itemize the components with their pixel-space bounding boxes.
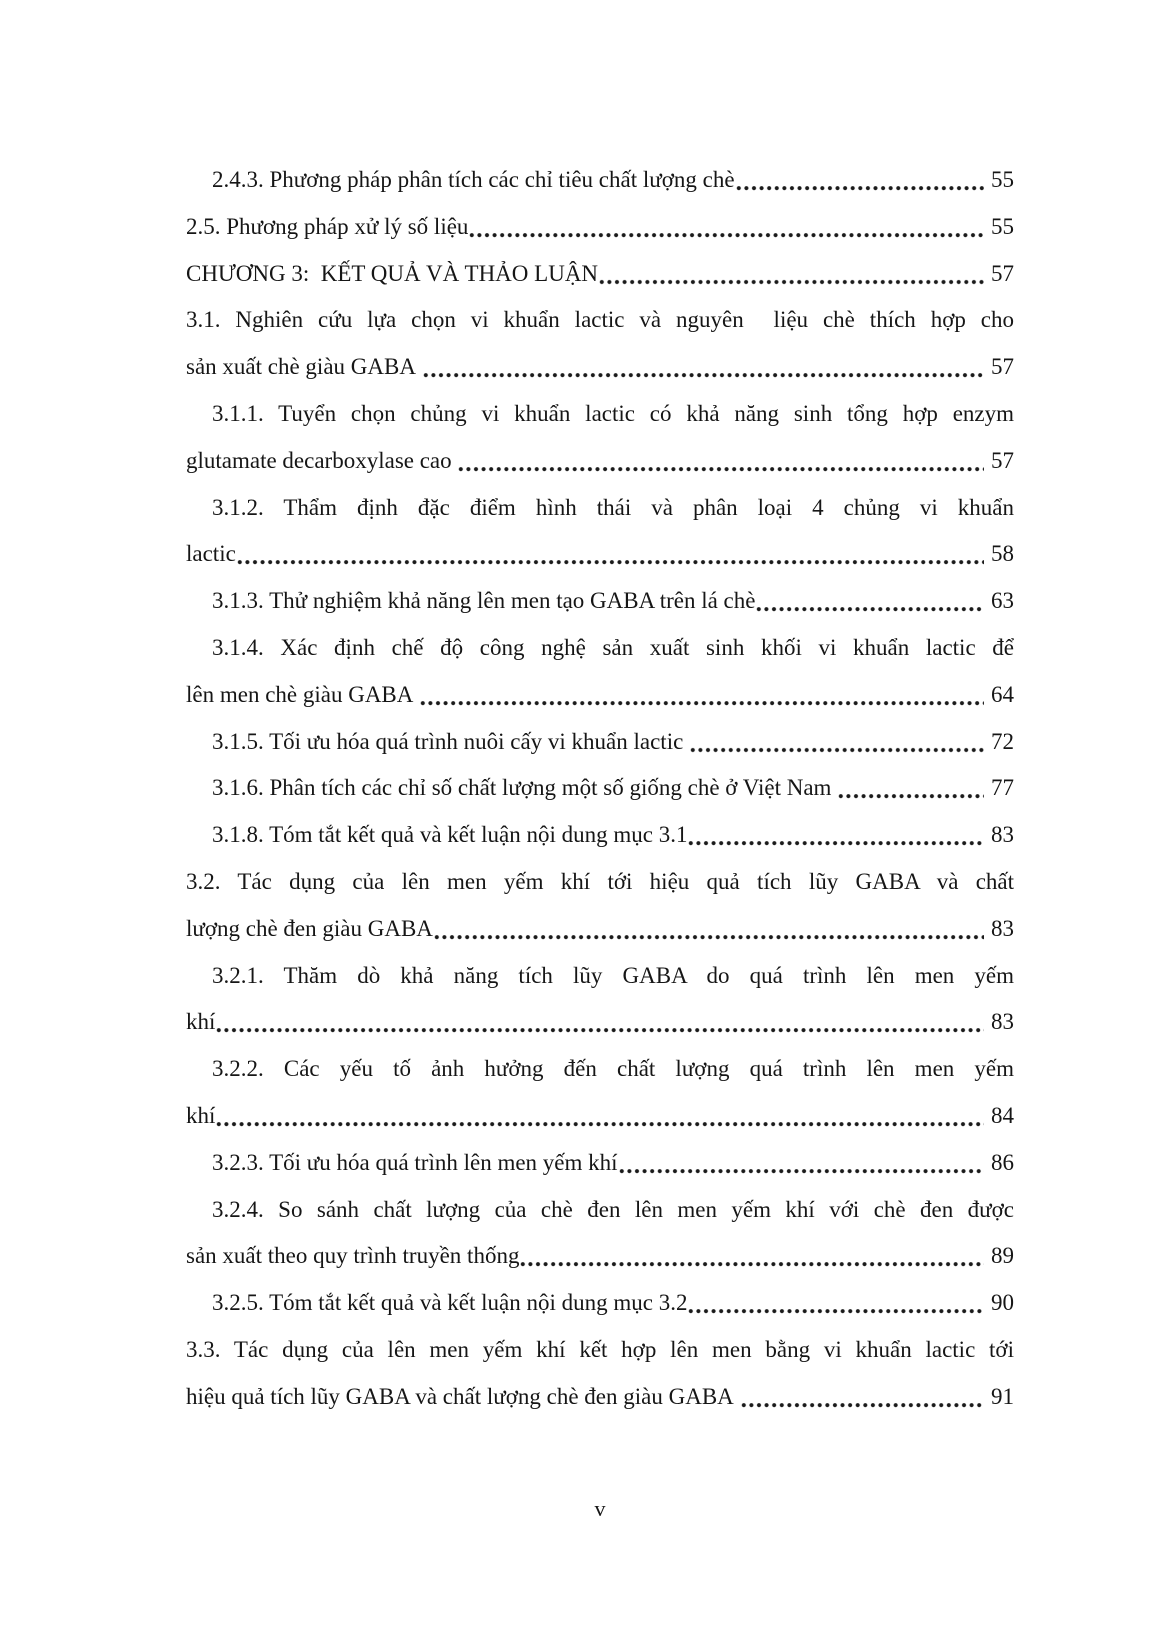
dot-leader	[457, 438, 984, 485]
toc-entry-first-line: 3.2. Tác dụng của lên men yếm khí tới hiệu quả tích lũy GABA và chất	[186, 868, 1014, 894]
toc-entry-first-line: 3.1.4. Xác định chế độ công nghệ sản xuất sinh khối vi khuẩn lactic để	[212, 634, 1014, 660]
page-number-footer: v	[594, 1496, 606, 1521]
toc-entry	[186, 1374, 1014, 1421]
dot-leader	[755, 578, 984, 625]
toc-page-number: 91	[991, 1383, 1014, 1409]
dot-leader	[689, 719, 984, 766]
toc-page-number: 77	[991, 775, 1014, 801]
toc-entry-text: lượng chè đen giàu GABA	[186, 915, 433, 941]
toc-page-number: 57	[991, 354, 1014, 380]
toc-entry	[212, 765, 1014, 812]
dot-leader	[215, 1093, 984, 1140]
toc-entry-first-line: 3.1.2. Thẩm định đặc điểm hình thái và phân loại 4 chủng vi khuẩn	[212, 494, 1014, 520]
toc-entry-text: sản xuất theo quy trình truyền thống	[186, 1243, 520, 1269]
toc-entry-text: 2.4.3. Phương pháp phân tích các chỉ tiêu chất lượng chè	[212, 167, 735, 192]
toc-entry-text: khí	[186, 1009, 216, 1035]
toc-entry-first-line: 3.1.1. Tuyển chọn chủng vi khuẩn lactic có khả năng sinh tổng hợp enzym	[212, 400, 1014, 426]
toc-entry-text: glutamate decarboxylase cao	[186, 447, 458, 473]
toc-page-number: 84	[991, 1102, 1014, 1128]
dot-leader	[215, 999, 984, 1046]
toc-page-number: 58	[991, 541, 1014, 567]
toc-entry-text: 3.1.6. Phân tích các chỉ số chất lượng một số giống chè ở Việt Nam	[212, 775, 838, 801]
toc-page-number: 90	[991, 1290, 1014, 1316]
toc-entry	[212, 1280, 1014, 1327]
toc-entry-text: 3.1.5. Tối ưu hóa quá trình nuôi cấy vi khuẩn lactic	[212, 728, 690, 754]
toc-entry	[212, 719, 1014, 766]
toc-page-number: 64	[991, 681, 1014, 707]
toc-entry-text: lactic	[186, 541, 236, 567]
toc-entry	[186, 531, 1014, 578]
toc-entry-text: hiệu quả tích lũy GABA và chất lượng chè đen giàu GABA	[186, 1383, 740, 1409]
toc-entry-text: 3.2.3. Tối ưu hóa quá trình lên men yếm khí	[212, 1149, 618, 1175]
toc-page-number: 72	[991, 728, 1014, 754]
toc-page-number: 57	[991, 260, 1014, 286]
toc-entry-text: 3.2.5. Tóm tắt kết quả và kết luận nội dung mục 3.2	[212, 1290, 688, 1316]
toc-entry-first-line: 3.2.1. Thăm dò khả năng tích lũy GABA do quá trình lên men yếm	[212, 962, 1014, 988]
dot-leader	[236, 531, 984, 578]
toc-entry-first-line: 3.1. Nghiên cứu lựa chọn vi khuẩn lactic và nguyên liệu chè thích hợp cho	[186, 307, 1014, 333]
toc-entry-text: 3.1.8. Tóm tắt kết quả và kết luận nội dung mục 3.1	[212, 822, 688, 848]
toc-entry-text: 3.1.3. Thử nghiệm khả năng lên men tạo GABA trên lá chè	[212, 588, 756, 614]
dot-leader	[422, 344, 984, 391]
toc-page-number: 55	[991, 213, 1014, 239]
toc-entry-text: sản xuất chè giàu GABA	[186, 354, 422, 380]
toc-page-number: 89	[991, 1243, 1014, 1269]
toc-entry-text: lên men chè giàu GABA	[186, 681, 420, 707]
dot-leader	[687, 812, 984, 859]
dot-leader	[468, 204, 984, 251]
toc-entry	[186, 672, 1014, 719]
toc-page-number: 83	[991, 822, 1014, 848]
toc-entry	[186, 438, 1014, 485]
dot-leader	[735, 157, 984, 204]
toc-entry-text: 2.5. Phương pháp xử lý số liệu	[186, 213, 469, 239]
toc-entry	[186, 906, 1014, 953]
toc-entry	[186, 204, 1014, 251]
toc-entry	[212, 157, 1014, 204]
dot-leader	[419, 672, 984, 719]
toc-page-number: 57	[991, 447, 1014, 473]
toc-page-number: 63	[991, 588, 1014, 614]
toc-entry	[186, 999, 1014, 1046]
toc-entry	[212, 578, 1014, 625]
dot-leader	[598, 251, 984, 298]
toc-entry-first-line: 3.3. Tác dụng của lên men yếm khí kết hợp lên men bằng vi khuẩn lactic tới	[186, 1336, 1014, 1362]
table-of-contents	[186, 157, 1014, 1421]
toc-entry	[186, 251, 1014, 298]
toc-entry	[186, 344, 1014, 391]
dot-leader	[519, 1233, 984, 1280]
dot-leader	[687, 1280, 984, 1327]
toc-entry	[186, 1233, 1014, 1280]
toc-page-number: 55	[991, 167, 1014, 192]
dot-leader	[837, 765, 984, 812]
toc-entry-first-line: 3.2.2. Các yếu tố ảnh hưởng đến chất lượng quá trình lên men yếm	[212, 1056, 1014, 1082]
toc-entry	[186, 1093, 1014, 1140]
dot-leader	[618, 1140, 984, 1187]
toc-entry-text: CHƯƠNG 3: KẾT QUẢ VÀ THẢO LUẬN	[186, 260, 599, 286]
dot-leader	[433, 906, 984, 953]
toc-page-number: 83	[991, 1009, 1014, 1035]
toc-page-number: 83	[991, 915, 1014, 941]
toc-page-number: 86	[991, 1149, 1014, 1175]
toc-entry-first-line: 3.2.4. So sánh chất lượng của chè đen lên men yếm khí với chè đen được	[212, 1196, 1014, 1222]
toc-entry-text: khí	[186, 1102, 216, 1128]
toc-entry	[212, 812, 1014, 859]
dot-leader	[740, 1374, 984, 1421]
toc-entry	[212, 1140, 1014, 1187]
